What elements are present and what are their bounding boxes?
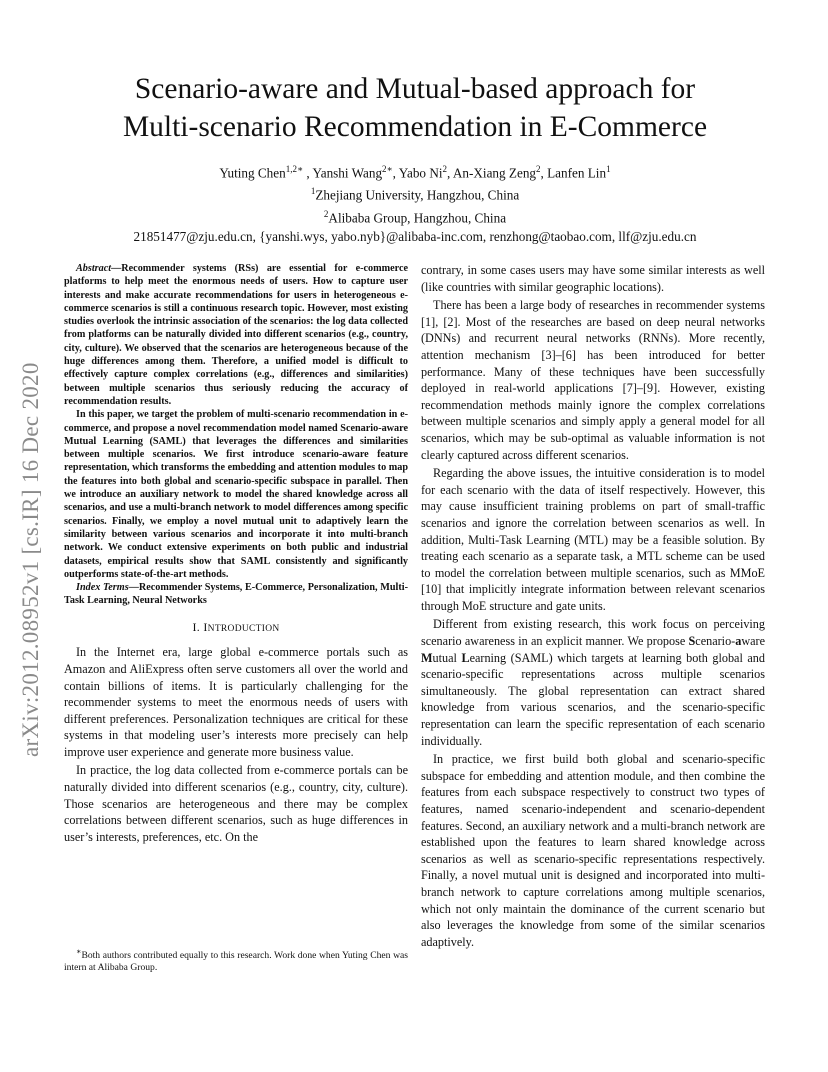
right-paragraph-3: Different from existing research, this work focus on perceiving scenario awareness in an explicit manner. We propose Scenario-aware Mutual Learning (SAML) which targets at learning both global and scenario-specific representations across multiple scenarios simultaneously. The global representation can extract shared knowledge from various scenarios, and the scenario-specific representation can learn the specific representation of each scenario individually. [421, 617, 765, 748]
author-4: , An-Xiang Zeng [447, 165, 537, 181]
author-3-affiliation: 2 [442, 164, 448, 174]
author-5: , Lanfen Lin [540, 165, 607, 181]
abstract-paragraph-1: Abstract—Recommender systems (RSs) are essential for e-commerce platforms to help meet the enormous needs of users. How to capture user interests and make accurate recommendations for users in heterogeneous e-commerce scenarios is still a continuous research topic. However, most existing studies overlook the intrinsic association of the scenarios: the log data collected from platforms can be naturally divided into different scenarios (e.g., country, city, culture). We observed that the scenarios are heterogeneous because of the huge differences among them. Therefore, a unified model is difficult to effectively capture complex correlations (e.g., differences and similarities) between multiple scenarios thus seriously reducing the accuracy of recommendation results. [64, 263, 408, 407]
right-paragraph-0: contrary, in some cases users may have some similar interests as well (like countries with similar geographic locations). [421, 263, 765, 294]
author-1-affiliation: 1,2∗ [285, 164, 304, 174]
author-2-affiliation: 2∗ [382, 164, 393, 174]
right-column [421, 262, 765, 950]
author-block [60, 160, 770, 246]
section-heading-introduction: I. INTRODUCTION [192, 619, 280, 634]
author-1: Yuting Chen [219, 165, 286, 181]
affiliation-1: $^1$Zhejiang University, Hangzhou, China [310, 186, 520, 203]
intro-paragraph-1: In the Internet era, large global e-commerce portals such as Amazon and AliExpress often serve customers all over the world and contain billions of items. It is particularly challenging for the recommender systems to meet the enormous needs of users with different preferences. Personalization techniques are critical for these systems in that modeling user’s interests more precisely can help improve user experience and generate more business value. [64, 645, 408, 759]
index-terms: Index Terms—Recommender Systems, E-Commerce, Personalization, Multi-Task Learning, Neural Networks [64, 582, 408, 607]
title-line-2: Multi-scenario Recommendation in E-Commerce [122, 111, 708, 143]
abstract [64, 262, 408, 608]
author-5-affiliation: 1 [606, 164, 611, 174]
author-4-affiliation: 2 [536, 164, 541, 174]
footnote-text: ∗Both authors contributed equally to this research. Work done when Yuting Chen was intern at Alibaba Group. [64, 947, 408, 974]
author-2: , Yanshi Wang [303, 165, 383, 181]
abstract-label: Abstract [76, 263, 112, 274]
index-terms-label: Index Terms [76, 582, 129, 594]
author-3: , Yabo Ni [392, 165, 443, 181]
right-paragraph-4: In practice, we first build both global and scenario-specific subspace for embedding and attention module, and then combine the features from each subspace respectively to construct two types of features, named scenario-independent and scenario-dependent features. Second, an auxiliary network and a multi-branch network are established upon the features to learn shared knowledge across scenarios as well as scenario-specific representations respectively. Finally, a novel mutual unit is designed and incorporated into multi-branch network to capture correlations among multiple scenarios, which not only maintain the dominance of the current scenario but also leverages the knowledge from some of the similar scenarios adaptively. [421, 752, 765, 949]
author-emails: 21851477@zju.edu.cn, {yanshi.wys, yabo.nyb}@alibaba-inc.com, renzhong@taobao.com, llf@zju.edu.cn [133, 229, 697, 245]
right-paragraph-1: There has been a large body of researches in recommender systems [1], [2]. Most of the researches are based on deep neural networks (DNNs) and recurrent neural networks (RNNs). More recently, attention mechanism [3]–[6] has been introduced for better performance. Many of these techniques have been successfully deployed in real-world applications [7]–[9]. However, existing recommendation methods mainly ignore the complex correlations between multiple scenarios and simply apply a general model for all scenarios, which may be sub-optimal as valuable information is not clearly captured across different scenarios. [421, 298, 765, 462]
right-paragraph-2: Regarding the above issues, the intuitive consideration is to model for each scenario with the data of itself respectively. However, this may cause insufficient training problems on part of small-traffic scenarios and ignore the correlation between scenarios as well. In addition, Multi-Task Learning (MTL) may be a feasible solution. By treating each scenario as a separate task, a MTL scheme can be used to model the correlation between multiple scenarios, such as MMoE [10] that implicitly integrate information between relevant scenarios through MoE structure and gate units. [421, 466, 765, 613]
intro-paragraph-2: In practice, the log data collected from e-commerce portals can be naturally divided into different scenarios (e.g., country, city, culture). Those scenarios are heterogeneous and there may be complex correlations between different scenarios, such as huge differences in user’s interests, preferences, etc. On the [64, 763, 408, 844]
affiliation-2: $^2$Alibaba Group, Hangzhou, China [323, 208, 507, 226]
abstract-paragraph-2: In this paper, we target the problem of multi-scenario recommendation in e-commerce, and propose a novel recommendation model named Scenario-aware Mutual Learning (SAML) that leverages the differences and similarities between multiple scenarios. We first introduce scenario-aware feature representation, which transforms the embedding and attention modules to map the features into both global and scenario-specific subspace in parallel. Then we introduce an auxiliary network to model the shared knowledge across all scenarios, and use a multi-branch network to model differences among specific scenarios. Finally, we employ a novel mutual unit to adaptively learn the similarity between various scenarios and incorporate it into multi-branch network. We conduct extensive experiments on both public and industrial datasets, empirical results show that SAML consistently and significantly outperforms state-of-the-art methods. [64, 409, 408, 580]
author-names [60, 160, 770, 182]
footnote [64, 946, 408, 974]
arxiv-stamp: arXiv:2012.08952v1 [cs.IR] 16 Dec 2020 [18, 362, 43, 757]
paper-title [60, 70, 770, 146]
left-column [64, 262, 408, 845]
title-line-1: Scenario-aware and Mutual-based approach for [134, 73, 696, 105]
